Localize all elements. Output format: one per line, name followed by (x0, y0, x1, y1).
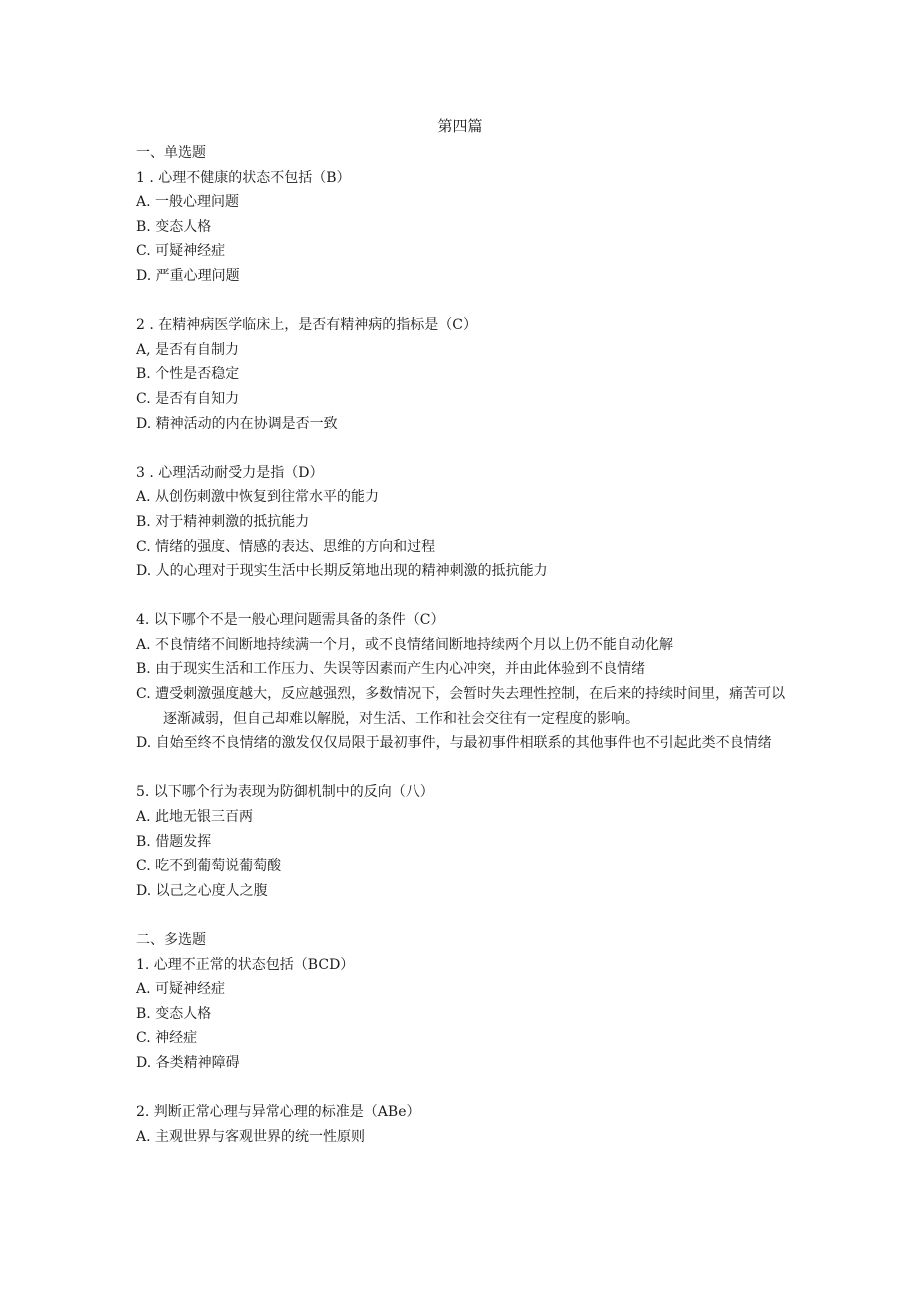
question-stem: 5. 以下哪个行为表现为防御机制中的反向（八） (136, 784, 434, 801)
spacer (136, 436, 796, 461)
section-heading-multiple-choice: 二、多选题 (136, 932, 206, 948)
option: D. 精神活动的内在协调是否一致 (136, 415, 338, 432)
option: A. 此地无银三百两 (136, 809, 254, 826)
option: C. 情绪的强度、情感的表达、思维的方向和过程 (136, 538, 436, 555)
option: B. 由于现实生活和工作压力、失误等因素而产生内心冲突，并由此体验到不良情绪 (136, 661, 646, 678)
question-stem: 1. 心理不正常的状态包括（BCD） (136, 956, 355, 973)
option: B. 借题发挥 (136, 833, 212, 850)
question-stem: 3 . 心理活动耐受力是指（D） (136, 464, 324, 481)
option: C. 可疑神经症 (136, 243, 226, 260)
document-body (136, 141, 796, 1149)
question-stem: 2. 判断正常心理与异常心理的标准是（ABe） (136, 1104, 421, 1121)
question-stem: 2 . 在精神病医学临床上，是否有精神病的指标是（C） (136, 317, 477, 334)
option: D. 严重心理问题 (136, 267, 240, 284)
option: C. 遭受刺激强度越大，反应越强烈，多数情况下，会暂时失去理性控制，在后来的持续时间里，痛苦可以逐渐减弱，但自己却难以解脱，对生活、工作和社会交往有一定程度的影响。 (136, 686, 786, 727)
option: B. 变态人格 (136, 218, 212, 235)
option: A, 是否有自制力 (136, 341, 240, 358)
option: A. 主观世界与客观世界的统一性原则 (136, 1128, 366, 1145)
option: B. 对于精神刺激的抵抗能力 (136, 513, 310, 530)
option: B. 变态人格 (136, 1005, 212, 1022)
spacer (136, 756, 796, 781)
option: A. 从创伤刺激中恢复到往常水平的能力 (136, 489, 380, 506)
option: C. 是否有自知力 (136, 390, 240, 407)
option: D. 自始至终不良情绪的激发仅仅局限于最初事件，与最初事件相联系的其他事件也不引起此类不良情绪 (136, 735, 772, 752)
option: B. 个性是否稳定 (136, 366, 240, 383)
spacer (136, 584, 796, 609)
spacer (136, 1076, 796, 1101)
option: D. 人的心理对于现实生活中长期反第地出现的精神刺激的抵抗能力 (136, 563, 548, 580)
spacer (136, 289, 796, 314)
option: A. 不良情绪不间断地持续满一个月，或不良情绪间断地持续两个月以上仍不能自动化解 (136, 636, 674, 653)
option: C. 神经症 (136, 1030, 198, 1047)
question-stem: 4. 以下哪个不是一般心理问题需具备的条件（C） (136, 612, 445, 629)
page-title: 第四篇 (437, 117, 483, 135)
option: A. 可疑神经症 (136, 981, 226, 998)
option: D. 各类精神障碍 (136, 1054, 240, 1071)
option: D. 以己之心度人之腹 (136, 882, 268, 899)
section-heading-single-choice: 一、单选题 (136, 145, 206, 161)
option: A. 一般心理问题 (136, 194, 240, 211)
spacer (136, 903, 796, 928)
question-stem: 1 . 心理不健康的状态不包括（B） (136, 169, 351, 186)
option: C. 吃不到葡萄说葡萄酸 (136, 858, 282, 875)
